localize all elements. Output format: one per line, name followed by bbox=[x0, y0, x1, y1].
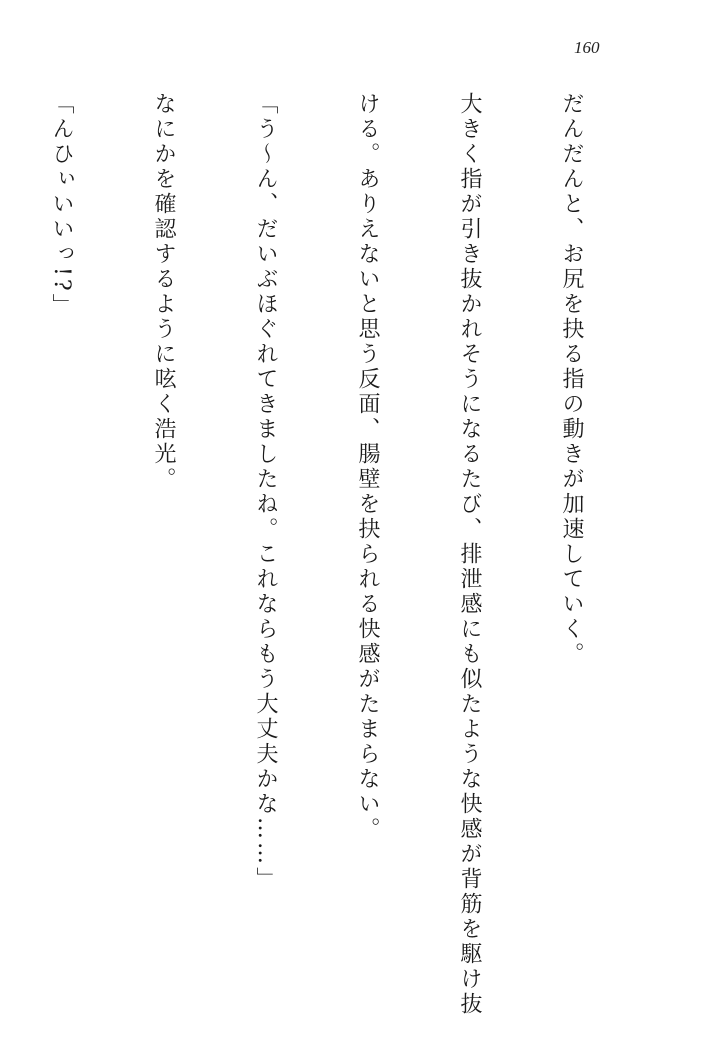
page-number: 160 bbox=[574, 38, 600, 57]
text-line: なにかを確認するように呟く浩光。 bbox=[151, 92, 176, 492]
text-line: だんだんと、お尻を抉る指の動きが加速していく。 bbox=[559, 92, 584, 667]
text-line: ける。ありえないと思う反面、腸壁を抉られる快感がたまらない。 bbox=[355, 92, 380, 842]
text-line: 「う～ん、だいぶほぐれてきましたね。これならもう大丈夫かな……」 bbox=[253, 92, 278, 892]
body-text bbox=[49, 92, 656, 1022]
text-line: 大きく指が引き抜かれそうになるたび、排泄感にも似たような快感が背筋を駆け抜 bbox=[457, 92, 482, 1017]
text-line: 「んひぃいいっ!?」 bbox=[49, 92, 74, 319]
